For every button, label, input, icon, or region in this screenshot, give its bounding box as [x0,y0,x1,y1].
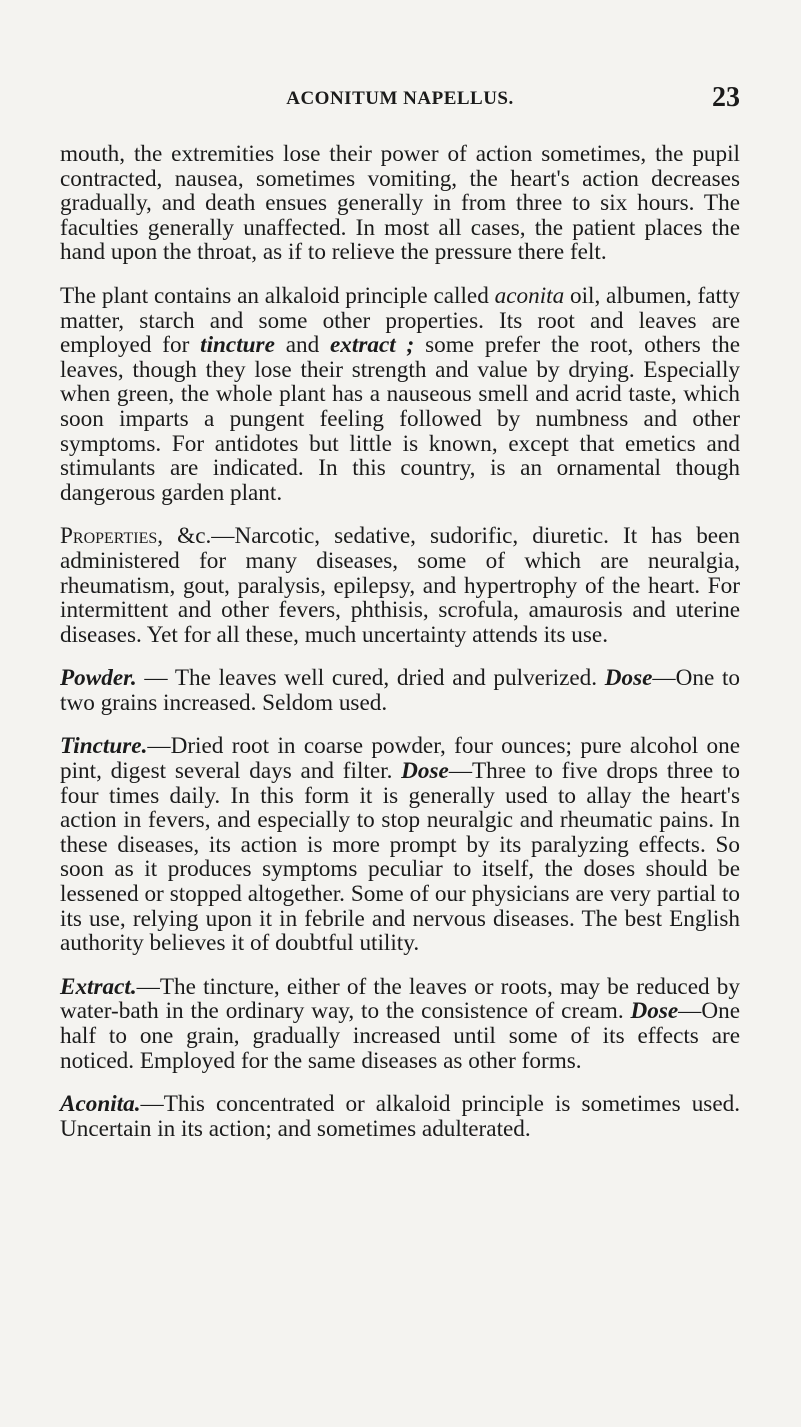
dose-label: Dose [604,665,653,692]
text-run: —One to two grains increased. Seldom used. [60,665,740,716]
term-aconita: aconita [494,282,565,309]
section-label-powder: Powder. [60,665,137,692]
text-run: —Dried root in coarse powder, four ounces; pure alcohol one pint, digest several days and filter. [60,733,740,785]
paragraph-powder [60,666,740,715]
text-run: oil, albumen, fatty matter, starch and some other properties. Its root and leaves are employed for [60,282,740,359]
section-label-properties: Properties, [60,523,164,550]
running-title: ACONITUM NAPELLUS. [286,88,514,109]
text-run: &c.—Narcotic, sedative, sudorific, diuretic. It has been administered for many diseases, some of which are neuralgia, rheumatism, gout, paralysis, epilepsy, and hypertrophy of the heart. For intermittent and other fevers, phthisis, scrofula, amaurosis and uterine diseases. Yet for all these, much uncertainty attends its use. [60,523,740,648]
text-run: — The leaves well cured, dried and pulverized. [136,665,605,692]
paragraph-tincture [60,734,740,955]
page-number: 23 [712,82,740,113]
paragraph-properties [60,524,740,647]
text-run: —This concentrated or alkaloid principle is sometimes used. Uncertain in its action; and sometimes adulterated. [60,1091,740,1142]
body-text [60,142,740,1160]
term-extract: extract ; [330,332,415,359]
paragraph-extract [60,975,740,1073]
page-header [60,82,740,128]
text-run: —Three to five drops three to four times daily. In this form it is generally used to allay the heart's action in fevers, and especially to stop neuralgic and rheumatic pains. In these diseases, its action is more prompt by its paralyzing effects. So soon as it produces symptoms peculiar to itself, the doses should be lessened or stopped altogether. Some of our physicians are very partial to its use, relying upon it in febrile and nervous diseases. The best English authority believes it of doubtful utility. [60,758,740,957]
paragraph-symptoms [60,142,740,265]
dose-label: Dose [630,998,679,1025]
dose-label: Dose [401,758,449,785]
section-label-tincture: Tincture. [60,733,148,760]
text-run: —One half to one grain, gradually increased until some of its effects are noticed. Employed for the same diseases as other forms. [60,998,740,1074]
text-run: —The tincture, either of the leaves or roots, may be reduced by water-bath in the ordinary way, to the consistence of cream. [60,973,740,1025]
text-run: and [274,332,331,359]
paragraph-composition [60,284,740,505]
paragraph-aconita [60,1092,740,1141]
section-label-extract: Extract. [60,973,137,1000]
section-label-aconita: Aconita. [60,1091,141,1118]
text-run: The plant contains an alkaloid principle called [60,282,495,309]
text-run: some prefer the root, others the leaves, though they lose their strength and value by drying. Especially when green, the whole plant has a nauseous smell and acrid taste, which soon imparts a pungent feeling followed by numbness and other symptoms. For antidotes but little is known, except that emetics and stimulants are indicated. In this country, is an ornamental though dangerous garden plant. [60,332,740,506]
paragraph-text: mouth, the extremities lose their power of action sometimes, the pupil contracted, nausea, sometimes vomiting, the heart's action decreases gradually, and death ensues generally in from three to six hours. The faculties generally unaffected. In most all cases, the patient places the hand upon the throat, as if to relieve the pressure there felt. [60,141,740,266]
term-tincture: tincture [200,332,275,359]
